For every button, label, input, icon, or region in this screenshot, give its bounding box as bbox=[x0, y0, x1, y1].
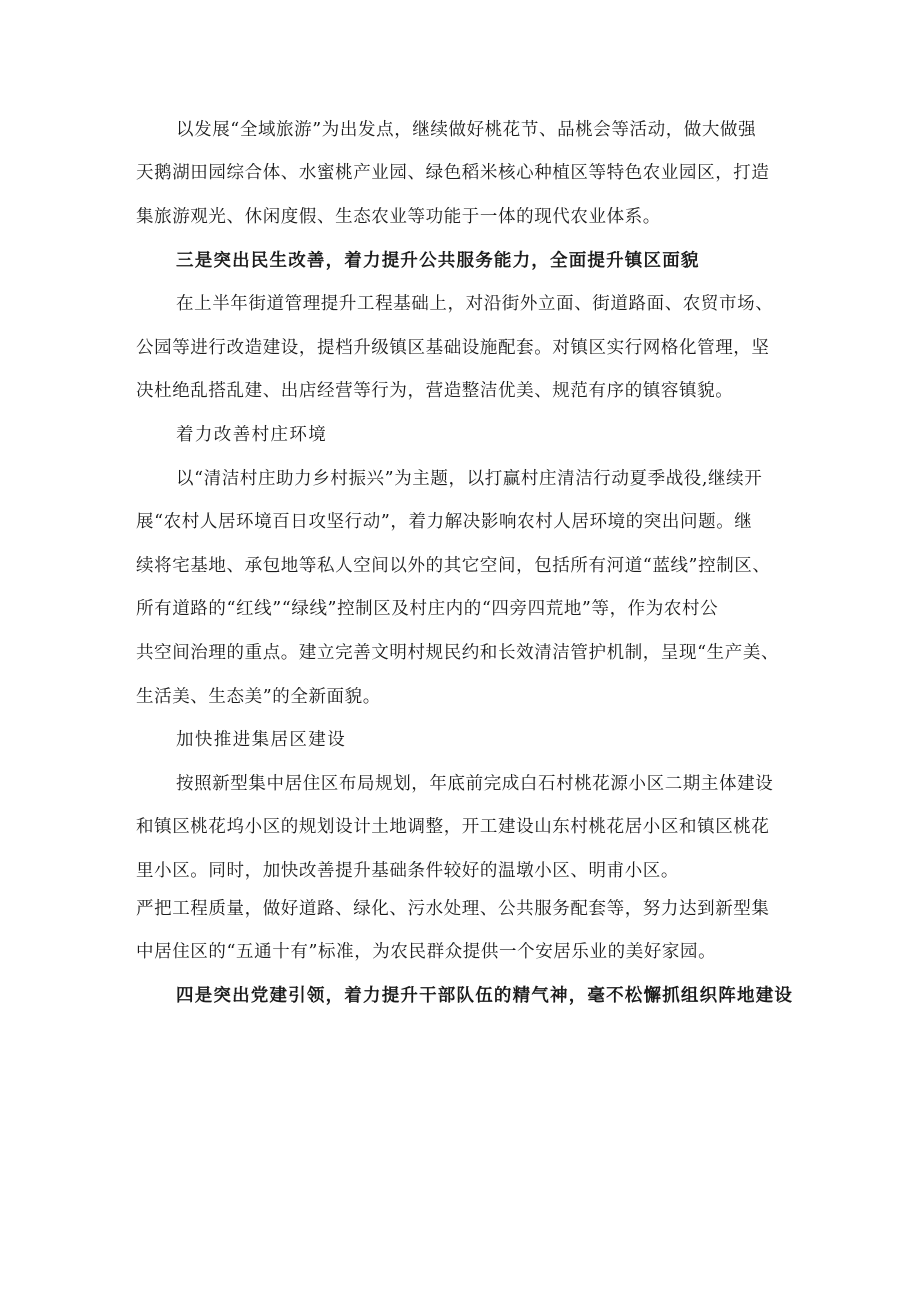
paragraph-4-line-3: 里小区。同时，加快改善提升基础条件较好的温墩小区、明甫小区。 bbox=[136, 861, 679, 881]
section-heading-4: 四是突出党建引领，着力提升干部队伍的精气神，毫不松懈抓组织阵地建设 bbox=[176, 986, 794, 1006]
paragraph-3-line-1: 以“清洁村庄助力乡村振兴”为主题，以打赢村庄清洁行动夏季战役,继续开 bbox=[176, 469, 763, 489]
paragraph-3-line-6: 生活美、生态美”的全新面貌。 bbox=[136, 687, 381, 707]
paragraph-3-line-3: 续将宅基地、承包地等私人空间以外的其它空间，包括所有河道“蓝线”控制区、 bbox=[136, 556, 771, 576]
paragraph-1-line-2: 天鹅湖田园综合体、水蜜桃产业园、绿色稻米核心种植区等特色农业园区，打造 bbox=[136, 163, 770, 183]
paragraph-2-line-3: 决杜绝乱搭乱建、出店经营等行为，营造整洁优美、规范有序的镇容镇貌。 bbox=[136, 381, 734, 401]
paragraph-1-line-1: 以发展“全域旅游”为出发点，继续做好桃花节、品桃会等活动，做大做强 bbox=[176, 120, 757, 140]
paragraph-3-line-5: 共空间治理的重点。建立完善文明村规民约和长效清洁管护机制，呈现“生产美、 bbox=[136, 643, 780, 663]
section-heading-3: 三是突出民生改善，着力提升公共服务能力，全面提升镇区面貌 bbox=[176, 251, 700, 271]
subheading-village-environment: 着力改善村庄环境 bbox=[176, 425, 328, 445]
paragraph-4-line-1: 按照新型集中居住区布局规划，年底前完成白石村桃花源小区二期主体建设 bbox=[176, 774, 774, 794]
paragraph-2-line-1: 在上半年街道管理提升工程基础上，对沿街外立面、街道路面、农贸市场、 bbox=[176, 294, 774, 314]
paragraph-5-line-1: 严把工程质量，做好道路、绿化、污水处理、公共服务配套等，努力达到新型集 bbox=[136, 899, 770, 919]
subheading-community-construction: 加快推进集居区建设 bbox=[176, 730, 347, 750]
paragraph-2-line-2: 公园等进行改造建设，提档升级镇区基础设施配套。对镇区实行网格化管理，坚 bbox=[136, 338, 770, 358]
paragraph-3-line-2: 展“农村人居环境百日攻坚行动”，着力解决影响农村人居环境的突出问题。继 bbox=[136, 512, 753, 532]
paragraph-1-line-3: 集旅游观光、休闲度假、生态农业等功能于一体的现代农业体系。 bbox=[136, 207, 661, 227]
paragraph-4-line-2: 和镇区桃花坞小区的规划设计土地调整，开工建设山东村桃花居小区和镇区桃花 bbox=[136, 817, 770, 837]
paragraph-5-line-2: 中居住区的“五通十有”标准，为农民群众提供一个安居乐业的美好家园。 bbox=[136, 942, 717, 962]
paragraph-3-line-4: 所有道路的“红线”“绿线”控制区及村庄内的“四旁四荒地”等，作为农村公 bbox=[136, 599, 719, 619]
